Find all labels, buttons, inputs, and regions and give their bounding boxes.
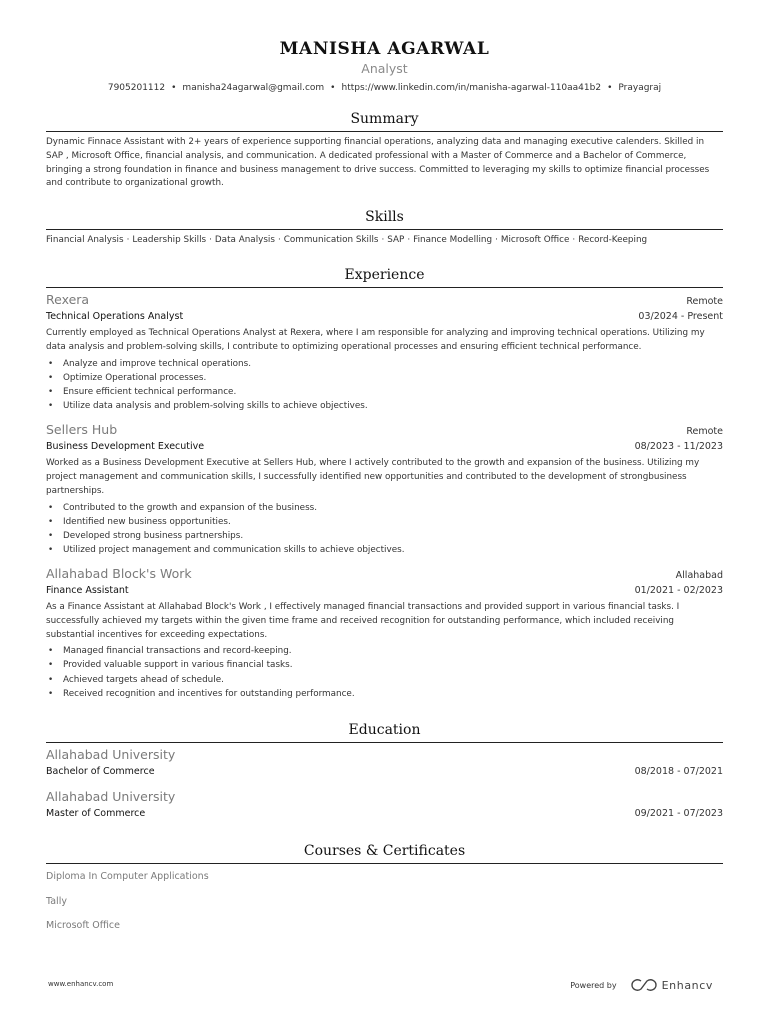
school-name: Allahabad University — [46, 746, 176, 762]
list-item: • Managed financial transactions and record-keeping. — [63, 644, 723, 658]
powered-by-label: Powered by — [570, 980, 617, 990]
company-name: Allahabad Block's Work — [46, 565, 192, 581]
skill-item: Microsoft Office — [500, 235, 570, 246]
job-title: Finance Assistant — [46, 584, 129, 596]
summary-heading: Summary — [46, 110, 723, 132]
skill-item: Communication Skills — [283, 235, 379, 246]
job-dates: 01/2021 - 02/2023 — [634, 584, 723, 596]
candidate-name: MANISHA AGARWAL — [279, 39, 490, 59]
job-bullets — [46, 357, 723, 413]
summary-section — [46, 110, 723, 191]
skill-item: Finance Modelling — [413, 235, 493, 246]
job-dates: 03/2024 - Present — [638, 311, 723, 323]
contact-line — [46, 82, 723, 94]
list-item: • Identified new business opportunities. — [63, 515, 723, 529]
skills-section — [46, 208, 723, 246]
list-item: • Provided valuable support in various financial tasks. — [63, 658, 723, 672]
job-location: Remote — [686, 426, 723, 438]
candidate-role: Analyst — [361, 61, 408, 76]
course-item: Tally — [46, 895, 67, 907]
job-description: As a Finance Assistant at Allahabad Block's Work , I effectively managed financial transactions and provided support in various financial tasks. I successfully achieved my targets within the given time frame and received recognition for outstanding performance, which included receiving substantial incentives for exceeding expectations. — [46, 601, 680, 640]
skill-item: Record-Keeping — [578, 235, 648, 246]
list-item: • Optimize Operational processes. — [63, 371, 723, 385]
list-item: • Received recognition and incentives for outstanding performance. — [63, 687, 723, 701]
company-name: Rexera — [46, 292, 90, 308]
courses-heading: Courses & Certificates — [46, 842, 723, 864]
job-bullets — [46, 644, 723, 700]
summary-text: Dynamic Finnace Assistant with 2+ years of experience supporting financial operations, analyzing data and managing executive calenders. Skilled in SAP , Microsoft Office, financial analysis, and communication. A dedicated professional with a Master of Commerce and a Bachelor of Commerce, bringing a strong foundation in finance and business management to drive success. Committed to leveraging my skills to optimize financial processes and contribute to organizational growth. — [46, 137, 710, 189]
job-title: Business Development Executive — [46, 441, 205, 453]
skill-item: Leadership Skills — [132, 235, 207, 246]
education-section — [46, 721, 723, 821]
education-dates: 08/2018 - 07/2021 — [634, 765, 723, 777]
list-item: • Contributed to the growth and expansion of the business. — [63, 501, 723, 515]
experience-item — [46, 566, 723, 701]
bullet-separator: • — [171, 83, 177, 93]
bullet-separator: • — [330, 83, 336, 93]
page-footer — [48, 978, 713, 992]
list-item: • Analyze and improve technical operations. — [63, 357, 723, 371]
job-description: Worked as a Business Development Executive at Sellers Hub, where I actively contributed to the growth and expansion of the business. Utilizing my project management and communication skills, I successfully identified new opportunities and contributed to the development of strongbusiness partnerships. — [46, 458, 700, 496]
job-dates: 08/2023 - 11/2023 — [634, 441, 723, 453]
courses-section — [46, 842, 723, 932]
education-item — [46, 747, 723, 779]
company-name: Sellers Hub — [46, 422, 118, 438]
course-item: Microsoft Office — [46, 919, 120, 931]
powered-by-badge[interactable] — [570, 978, 713, 992]
brand-name: Enhancv — [661, 978, 713, 992]
enhancv-logo-icon — [631, 978, 657, 992]
degree-name: Master of Commerce — [46, 807, 146, 819]
education-item — [46, 789, 723, 821]
email-link[interactable]: manisha24agarwal@gmail.com — [182, 83, 325, 93]
job-bullets — [46, 501, 723, 557]
degree-name: Bachelor of Commerce — [46, 765, 155, 777]
website-link[interactable]: www.enhancv.com — [48, 980, 114, 988]
list-item: • Achieved targets ahead of schedule. — [63, 673, 723, 687]
job-location: Remote — [686, 296, 723, 308]
list-item: • Developed strong business partnerships. — [63, 529, 723, 543]
resume-header — [46, 38, 723, 94]
list-item: • Utilize data analysis and problem-solving skills to achieve objectives. — [63, 399, 723, 413]
job-description: Currently employed as Technical Operations Analyst at Rexera, where I am responsible for analyzing and improving technical operations. Utilizing my data analysis and problem-solving skills, I contribute to optimizing operational processes and ensuring efficient technical performance. — [46, 328, 705, 352]
resume-page — [46, 38, 723, 932]
list-item: • Ensure efficient technical performance. — [63, 385, 723, 399]
phone-text: 7905201112 — [107, 83, 166, 93]
course-item: Diploma In Computer Applications — [46, 870, 209, 882]
experience-section — [46, 266, 723, 701]
experience-item — [46, 422, 723, 557]
skill-item: Data Analysis — [214, 235, 275, 246]
education-heading: Education — [46, 721, 723, 743]
linkedin-link[interactable]: https://www.linkedin.com/in/manisha-agarwal-110aa41b2 — [341, 83, 602, 93]
bullet-separator: • — [607, 83, 613, 93]
skill-item: SAP — [387, 235, 405, 246]
skills-list: Financial Analysis · Leadership Skills · Data Analysis · Communication Skills · SAP · Finance Modelling · Microsoft Office · Record-Keeping — [46, 235, 648, 246]
location-text: Prayagraj — [618, 83, 662, 93]
list-item: • Utilized project management and communication skills to achieve objectives. — [63, 543, 723, 557]
skills-heading: Skills — [46, 208, 723, 230]
experience-heading: Experience — [46, 266, 723, 288]
education-dates: 09/2021 - 07/2023 — [634, 807, 723, 819]
skill-item: Financial Analysis — [46, 235, 124, 246]
job-title: Technical Operations Analyst — [46, 311, 184, 323]
job-location: Allahabad — [675, 569, 723, 581]
experience-item — [46, 292, 723, 413]
school-name: Allahabad University — [46, 788, 176, 804]
